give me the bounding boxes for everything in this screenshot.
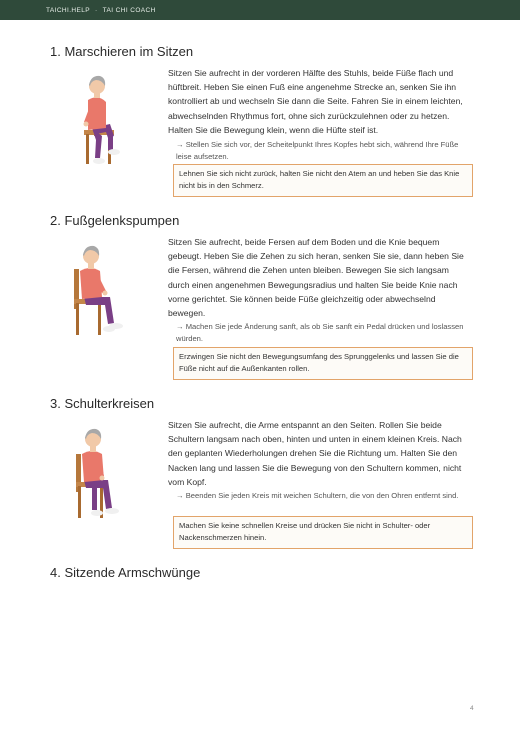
exercise-tip: → Machen Sie jede Änderung sanft, als ob Sie sanft ein Pedal drücken und loslassen würden. xyxy=(176,322,464,344)
exercise-description: Sitzen Sie aufrecht, beide Fersen auf dem Boden und die Knie bequem gebeugt. Heben Sie die Zehen zu sich heran, senken Sie sie, dann heben Sie die Fersen, während die Zehen unten bleiben. Bewegen Sie sich langsam durch einen angenehmen Bewegungsradius und halten Sie beide Knie nach vorne gerichtet. Sie können beide Füße gleichzeitig oder abwechselnd bewegen. xyxy=(168,237,464,319)
exercise-title: 3. Schulterkreisen xyxy=(50,396,155,411)
exercise-warning: Erzwingen Sie nicht den Bewegungsumfang des Sprunggelenks und lassen Sie die Füße nicht auf die Außenkanten rollen. xyxy=(173,347,473,380)
exercise-title: 1. Marschieren im Sitzen xyxy=(50,44,194,59)
top-header-bar xyxy=(0,0,520,20)
seated-marching-figure-icon xyxy=(62,66,132,176)
exercise-warning: Machen Sie keine schnellen Kreise und drücken Sie nicht in Schulter- oder Nackenschmerzen hinein. xyxy=(173,516,473,549)
header-section-label: TAI CHI COACH xyxy=(102,6,156,14)
exercise-description: Sitzen Sie aufrecht, die Arme entspannt an den Seiten. Rollen Sie beide Schultern langsam nach oben, hinten und unten in einem kleinen Kreis. Nach den geplanten Wiederholungen drehen Sie die Richtung um. Halten Sie den Nacken lang und lassen Sie die Bewegung von den Schultern kommen, nicht vom Kopf. xyxy=(168,420,462,487)
exercise-title: 2. Fußgelenkspumpen xyxy=(50,213,180,228)
seated-ankle-pump-figure-icon xyxy=(62,235,132,345)
exercise-description: Sitzen Sie aufrecht in der vorderen Hälfte des Stuhls, beide Füße flach und hüftbreit. Heben Sie einen Fuß eine angenehme Strecke an, senken Sie ihn kontrolliert ab und wechseln Sie dann die Seite. Fahren Sie in einem leichten, abwechselnden Rhythmus fort, ohne sich zurückzulehnen oder zu hetzen. Halten Sie die Bewegung klein, wenn die Hüfte steif ist. xyxy=(168,68,463,135)
header-separator: · xyxy=(95,6,98,14)
exercise-warning: Lehnen Sie sich nicht zurück, halten Sie nicht den Atem an und heben Sie das Knie nicht bis in den Schmerz. xyxy=(173,164,473,197)
seated-shoulder-roll-figure-icon xyxy=(62,418,132,528)
exercise-title: 4. Sitzende Armschwünge xyxy=(50,565,201,580)
exercise-tip: → Beenden Sie jeden Kreis mit weichen Schultern, die von den Ohren entfernt sind. xyxy=(176,491,459,500)
exercise-tip: → Stellen Sie sich vor, der Scheitelpunkt Ihres Kopfes hebt sich, während Ihre Füße leise aufsetzen. xyxy=(176,140,459,162)
brand-label: TAICHI.HELP xyxy=(46,6,91,14)
page-number: 4 xyxy=(470,705,474,712)
